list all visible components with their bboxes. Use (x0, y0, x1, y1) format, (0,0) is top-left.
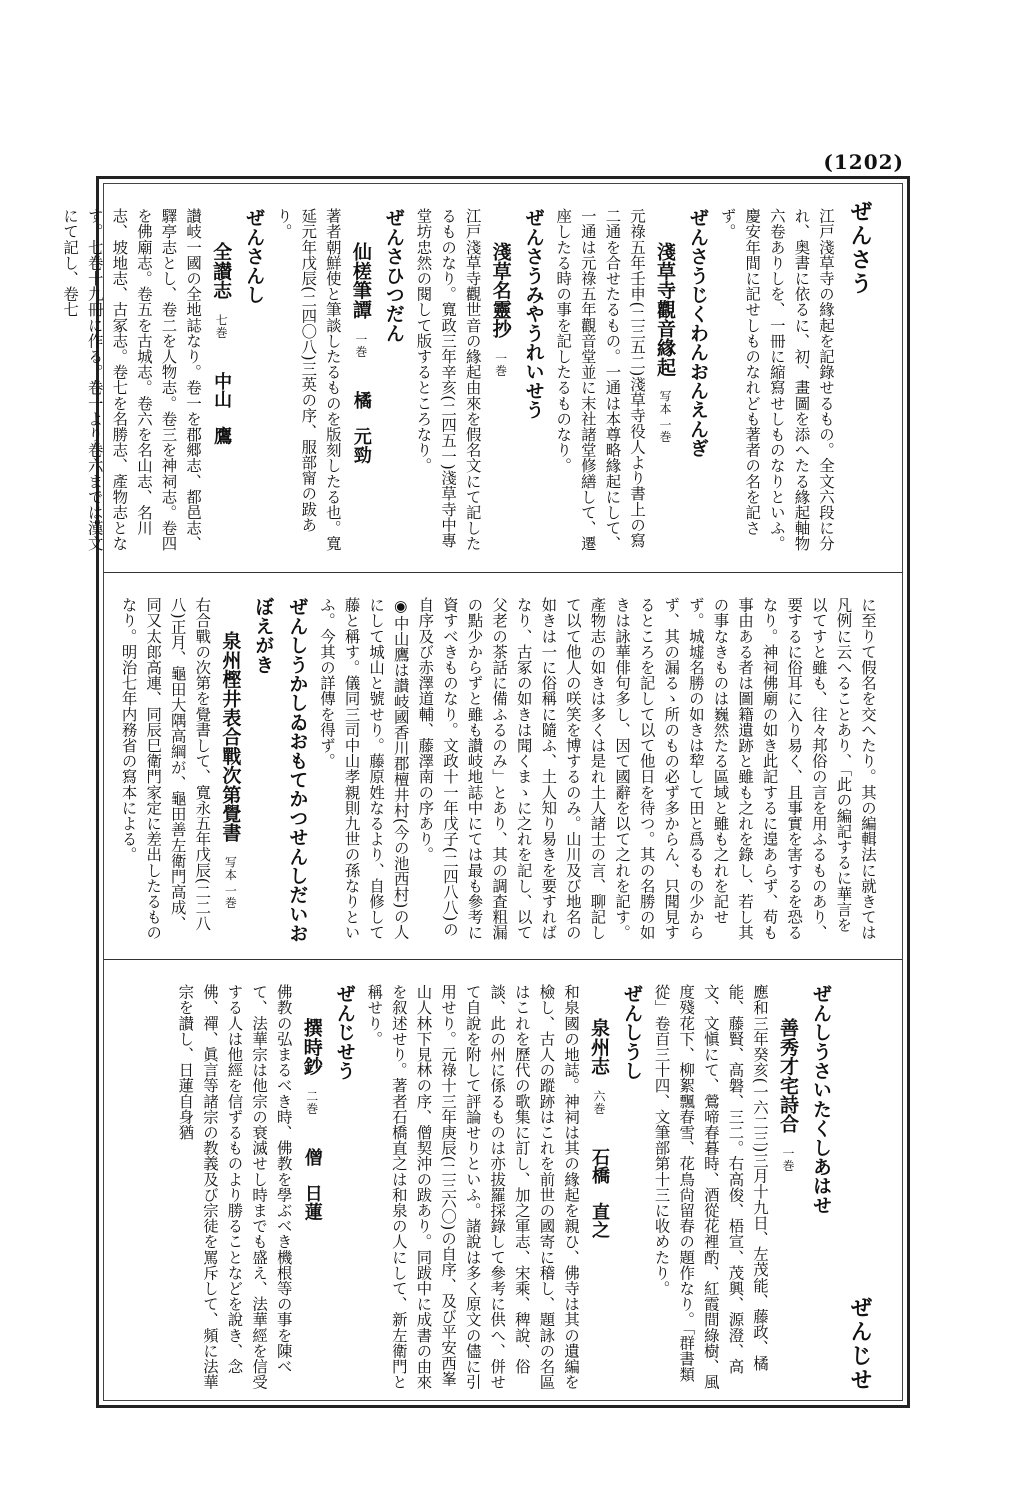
entry-title-line (772, 984, 804, 1390)
entry-title: 泉州樫井表合戰次第覺書 (219, 631, 242, 843)
entry-reading: ぜんじせう (333, 984, 356, 1080)
entry-title: 全讃志 (210, 242, 233, 300)
band-bottom (104, 960, 902, 1406)
entry-reading: ぜんしうかしゐおもてかつせんしだいおぼえがき (252, 597, 309, 943)
entry-author: 中山 鷹 (211, 372, 233, 445)
entry-body: に至りて假名を交へたり。其の編輯法に就きては凡例に云へることあり、「此の編記するに華言を以てすと雖も、往々邦俗の言を用ふるものあり、要するに俗耳に入り易く、且事實を害するを恐るなり。神祠佛廟の如き此記するに遑あらず、苟も事由ある者は圖籍遺跡と雖も之れを錄し、若し其の事なきものは巍然たる區域と雖も之れを記せず。城墟名勝の如きは犂して田と爲るもの少からず、其の漏るゝ所のもの必ず多からん、只聞見するところを記して以て他日を待つ。其の名勝の如きは詠華俳句多し、因て國辭を以て之れを記す。產物志の如きは多くは是れ土人諸士の言、聊記して以て他人の咲笑を博するのみ。山川及び地名の如きは一に俗稱に隨ふ、土人知り易きを要すればなり、古冢の如きは聞くまゝに之れを記し、以て父老の茶話に備ふるのみ」とあり、其の調査粗漏の點少からずと雖も讃岐地誌中にては最も參考に資すべきものなり。文政十一年戊子(二四八八)の自序及び赤澤道輔、藤澤南の序あり。 (416, 597, 877, 941)
entry-reading: ぜんさうじくわんおんえんぎ (687, 208, 710, 458)
entry-title-line (205, 208, 237, 556)
page-number: (1202) (823, 150, 904, 174)
frame-inner-border (61, 183, 903, 1401)
entry-title-line (583, 984, 615, 1390)
entry-title-line (485, 208, 517, 556)
entry-body: 佛教の弘まるべき時、佛教を學ぶべき機根等の事を陳べて、法華宗は他宗の衰滅せし時までも盛え、法華經を信受する人は他經を信ずるものより勝ることなどを說き、念佛、禪、眞言等諸宗の教義及び宗徒を罵斥して、頻に法華宗を讃し、日蓮自身猶 (176, 984, 293, 1390)
entry-author: 橘 元勁 (350, 391, 372, 465)
entry-body: 江戸淺草寺の緣起を記錄せるもの。全文六段に分れ、奥書に依るに、初、畫圖を添へたる緣起軸物六卷ありしを、一冊に縮寫せしものなりといふ。慶安年間に記せしものなれども著者の名を記さず。 (718, 208, 835, 552)
entry-title-line (345, 208, 377, 556)
entry-body: 著者朝鮮使と筆談したるものを版刻したる也。寬延元年戊辰(二四〇八)三英の序、服部甯の跋あり。 (274, 208, 342, 552)
entry-volumes: 六巻 (592, 1089, 607, 1115)
entry-author: 石橋 直之 (589, 1148, 611, 1240)
entry-title-line (296, 984, 328, 1390)
entry-body: 應和三年癸亥(一六二三)三月十九日、左茂能、藤政、橘能、藤賢、高磐、三二。右高俊、梧宣、茂興、源澄、高文、文愼にて、鶯啼春暮時、酒從花裡酌、紅霞間綠樹、風度殘花下、柳絮飄春雪、花鳥尙留春の題作なり。「群書類從」卷百三十四、文筆部第十三に收めたり。 (652, 984, 769, 1390)
entry-title: 善秀才宅詩合 (777, 1018, 799, 1134)
entry-title: 泉州志 (588, 1018, 611, 1076)
entry-title: 仙槎筆譚 (349, 242, 372, 319)
entry-volumes: 一巻 (353, 332, 368, 358)
entry-reading: ぜんしうし (621, 984, 644, 1080)
band-top-text (58, 208, 838, 556)
entry-volumes: 一巻 (781, 1147, 795, 1172)
entry-body: 江戸淺草寺觀世音の緣起由來を假名文にて記したるものなり。寬政三年辛亥(二四五一)淺草寺中專堂坊忠然の閱して版するところなり。 (414, 208, 482, 552)
running-header-bottom: ぜんじせ (847, 1296, 873, 1392)
entry-body: 右合戰の次第を覺書して、寬永五年戊辰(二二八八)正月、龜田大隅高綱が、龜田善左衛門高成、同又太郎高連、同辰巳衛門家定に差出したるものなり。明治七年内務省の寫本による。 (119, 597, 212, 941)
entry-volumes: 写本 一巻 (223, 856, 238, 910)
entry-body: ◉中山鷹は讃岐國香川郡檀井村(今の池西村)の人にして城山と號せり。藤原姓なるより、自修して藤と稱す。儀同三司中山孝親則九世の孫なりといふ。今其の詳傳を得ず。 (317, 597, 410, 941)
running-header-top: ぜんさう (847, 200, 873, 296)
entry-title-line (649, 208, 681, 556)
entry-volumes: 七巻 (214, 313, 229, 339)
entry-title: 淺草寺觀音緣起 (654, 242, 677, 377)
entry-title: 淺草名靈抄 (489, 242, 512, 338)
entry-title-line (214, 597, 246, 943)
entry-volumes: 写本 一巻 (658, 390, 673, 444)
page-frame (61, 176, 910, 1408)
entry-volumes: 二巻 (304, 1089, 319, 1115)
entry-author: 僧 日蓮 (301, 1148, 323, 1221)
entry-body: 讃岐一國の全地誌なり。卷一を郡郷志、都邑志、驛亭志とし、卷二を人物志。卷三を神祠志。卷四を佛廟志。卷五を古城志。卷六を名山志、名川志、坡地志、古冢志。卷七を名勝志、產物志となす。七卷十九冊に作る。卷一より卷六までは漢文にて記し、卷七 (61, 208, 203, 552)
entry-reading: ぜんしうさいたくしあはせ (810, 984, 832, 1215)
band-middle (104, 573, 902, 960)
entry-reading: ぜんさうみやうれいせう (522, 208, 545, 420)
band-middle-text (116, 597, 880, 943)
entry-title: 撰時鈔 (300, 1018, 323, 1076)
entry-volumes: 一巻 (493, 352, 508, 377)
entry-reading: ぜんさんし (243, 208, 266, 304)
entry-body: 元祿五年壬申(二三五二)淺草寺役人より書上の寫二通を合せたるもの。一通は本尊略緣起にして、一通は元祿五年觀音堂並に末社諸堂修繕して、遷座したる時の事を記したるものなり。 (554, 208, 647, 552)
entry-body: 和泉國の地誌。神祠は其の緣起を親ひ、佛寺は其の遺編を檢し、古人の蹤跡はこれを前世の國寄に稽し、題詠の名區はこれを歷代の歌集に訂し、加之軍志、宋乘、稗說、俗談、此の州に係るものは亦拔羅採錄して參考に供へ、併せて自說を附して評論せりといふ。諸說は多く原文の儘に引用せり。元祿十三年庚辰(二三六〇)の自序、及び平安西峯山人林下見林の序、僧契沖の跋あり。同跋中に成書の由來を叙述せり。著者石橋直之は和泉の人にして、新左衛門と稱せり。 (365, 984, 581, 1390)
entry-reading: ぜんさひつだん (382, 208, 405, 343)
band-bottom-text (173, 984, 838, 1390)
band-top (61, 184, 902, 573)
